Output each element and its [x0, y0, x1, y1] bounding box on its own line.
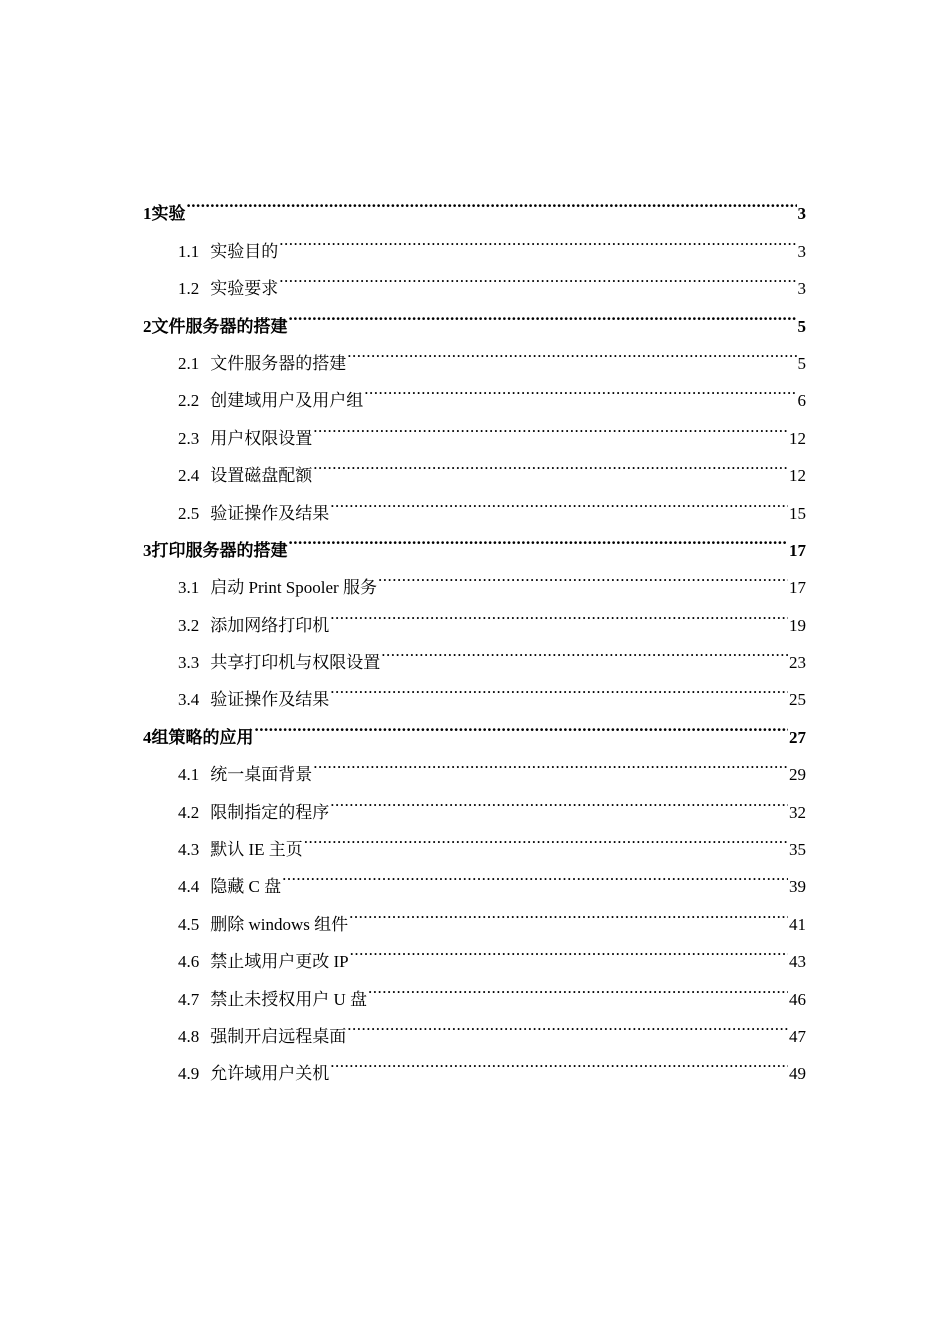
toc-entry-page: 29: [789, 765, 806, 785]
toc-entry-number: 2.5: [178, 503, 200, 523]
toc-entry-title: 验证操作及结果: [210, 690, 330, 710]
dot-leader: [187, 182, 797, 219]
dot-leader: [313, 743, 788, 780]
dot-leader: [279, 257, 796, 294]
toc-entry-title: 实验目的: [210, 241, 279, 261]
toc-entry-page: 12: [789, 466, 806, 486]
toc-entry-page: 27: [789, 727, 806, 747]
toc-entry-number: 3.2: [178, 615, 200, 635]
dot-leader: [347, 1005, 788, 1042]
dot-leader: [330, 593, 788, 630]
toc-entry-title: 删除 windows 组件: [210, 914, 349, 934]
toc-entry-page: 23: [789, 653, 806, 673]
toc-entry-page: 41: [789, 914, 806, 934]
toc-entry-title: 默认 IE 主页: [210, 840, 303, 860]
dot-leader: [368, 967, 788, 1004]
toc-entry-page: 49: [789, 1064, 806, 1084]
dot-leader: [313, 444, 788, 481]
toc-entry-title: 限制指定的程序: [210, 802, 330, 822]
toc-entry-title: 实验要求: [210, 279, 279, 299]
toc-entry-1[interactable]: [143, 182, 806, 224]
toc-entry-number: 3: [143, 540, 152, 560]
toc-entry-page: 32: [789, 802, 806, 822]
toc-entry-page: 15: [789, 503, 806, 523]
toc-entry-title: 禁止未授权用户 U 盘: [210, 989, 368, 1009]
toc-entry-number: 2.2: [178, 391, 200, 411]
toc-entry-number: 4.4: [178, 877, 200, 897]
toc-entry-title: 创建域用户及用户组: [210, 391, 364, 411]
dot-leader: [330, 668, 788, 705]
toc-entry-title: 组策略的应用: [151, 727, 254, 747]
toc-entry-title: 统一桌面背景: [210, 765, 313, 785]
dot-leader: [282, 855, 788, 892]
toc-entry-number: 2.1: [178, 353, 200, 373]
toc-entry-page: 39: [789, 877, 806, 897]
toc-entry-number: 4.5: [178, 914, 200, 934]
toc-entry-page: 3: [797, 204, 806, 224]
toc-entry-number: 1.2: [178, 279, 200, 299]
toc-entry-page: 5: [797, 353, 806, 373]
dot-leader: [330, 481, 788, 518]
toc-entry-number: 2.3: [178, 428, 200, 448]
toc-entry-page: 25: [789, 690, 806, 710]
toc-entry-number: 4.6: [178, 952, 200, 972]
toc-entry-title: 允许域用户关机: [210, 1064, 330, 1084]
toc-entry-page: 46: [789, 989, 806, 1009]
dot-leader: [279, 219, 796, 256]
toc-entry-title: 共享打印机与权限设置: [210, 653, 381, 673]
toc-entry-number: 2.4: [178, 466, 200, 486]
dot-leader: [347, 332, 796, 369]
toc-entry-1-1[interactable]: [143, 219, 806, 261]
toc-entry-page: 5: [797, 316, 806, 336]
table-of-contents: [143, 182, 806, 1084]
toc-entry-number: 4: [143, 727, 152, 747]
toc-entry-title: 验证操作及结果: [210, 503, 330, 523]
toc-entry-page: 17: [789, 578, 806, 598]
toc-entry-title: 禁止域用户更改 IP: [210, 952, 349, 972]
toc-entry-page: 3: [797, 279, 806, 299]
toc-entry-title: 强制开启远程桌面: [210, 1026, 347, 1046]
dot-leader: [289, 294, 797, 331]
toc-entry-page: 35: [789, 840, 806, 860]
dot-leader: [330, 1042, 788, 1079]
toc-entry-number: 3.3: [178, 653, 200, 673]
dot-leader: [289, 519, 789, 556]
toc-entry-title: 文件服务器的搭建: [210, 353, 347, 373]
toc-entry-number: 4.8: [178, 1026, 200, 1046]
toc-entry-number: 4.2: [178, 802, 200, 822]
toc-entry-number: 4.1: [178, 765, 200, 785]
dot-leader: [330, 780, 788, 817]
toc-entry-title: 设置磁盘配额: [210, 466, 313, 486]
toc-entry-page: 43: [789, 952, 806, 972]
toc-entry-page: 3: [797, 241, 806, 261]
dot-leader: [349, 892, 788, 929]
toc-entry-title: 文件服务器的搭建: [151, 316, 288, 336]
toc-entry-title: 用户权限设置: [210, 428, 313, 448]
toc-entry-number: 3.1: [178, 578, 200, 598]
dot-leader: [350, 930, 788, 967]
toc-entry-page: 47: [789, 1026, 806, 1046]
toc-entry-title: 打印服务器的搭建: [151, 540, 288, 560]
toc-entry-number: 1: [143, 204, 152, 224]
dot-leader: [304, 818, 788, 855]
toc-entry-number: 4.3: [178, 840, 200, 860]
dot-leader: [381, 631, 788, 668]
toc-entry-page: 19: [789, 615, 806, 635]
toc-entry-number: 2: [143, 316, 152, 336]
toc-entry-page: 12: [789, 428, 806, 448]
dot-leader: [378, 556, 788, 593]
toc-entry-number: 4.9: [178, 1064, 200, 1084]
toc-entry-page: 17: [789, 540, 806, 560]
dot-leader: [255, 705, 789, 742]
dot-leader: [364, 369, 796, 406]
dot-leader: [313, 406, 788, 443]
toc-entry-number: 1.1: [178, 241, 200, 261]
toc-entry-title: 隐藏 C 盘: [210, 877, 282, 897]
toc-entry-number: 4.7: [178, 989, 200, 1009]
toc-entry-title: 启动 Print Spooler 服务: [210, 578, 377, 598]
toc-entry-title: 添加网络打印机: [210, 615, 330, 635]
toc-entry-page: 6: [797, 391, 806, 411]
toc-entry-title: 实验: [151, 204, 186, 224]
toc-entry-number: 3.4: [178, 690, 200, 710]
